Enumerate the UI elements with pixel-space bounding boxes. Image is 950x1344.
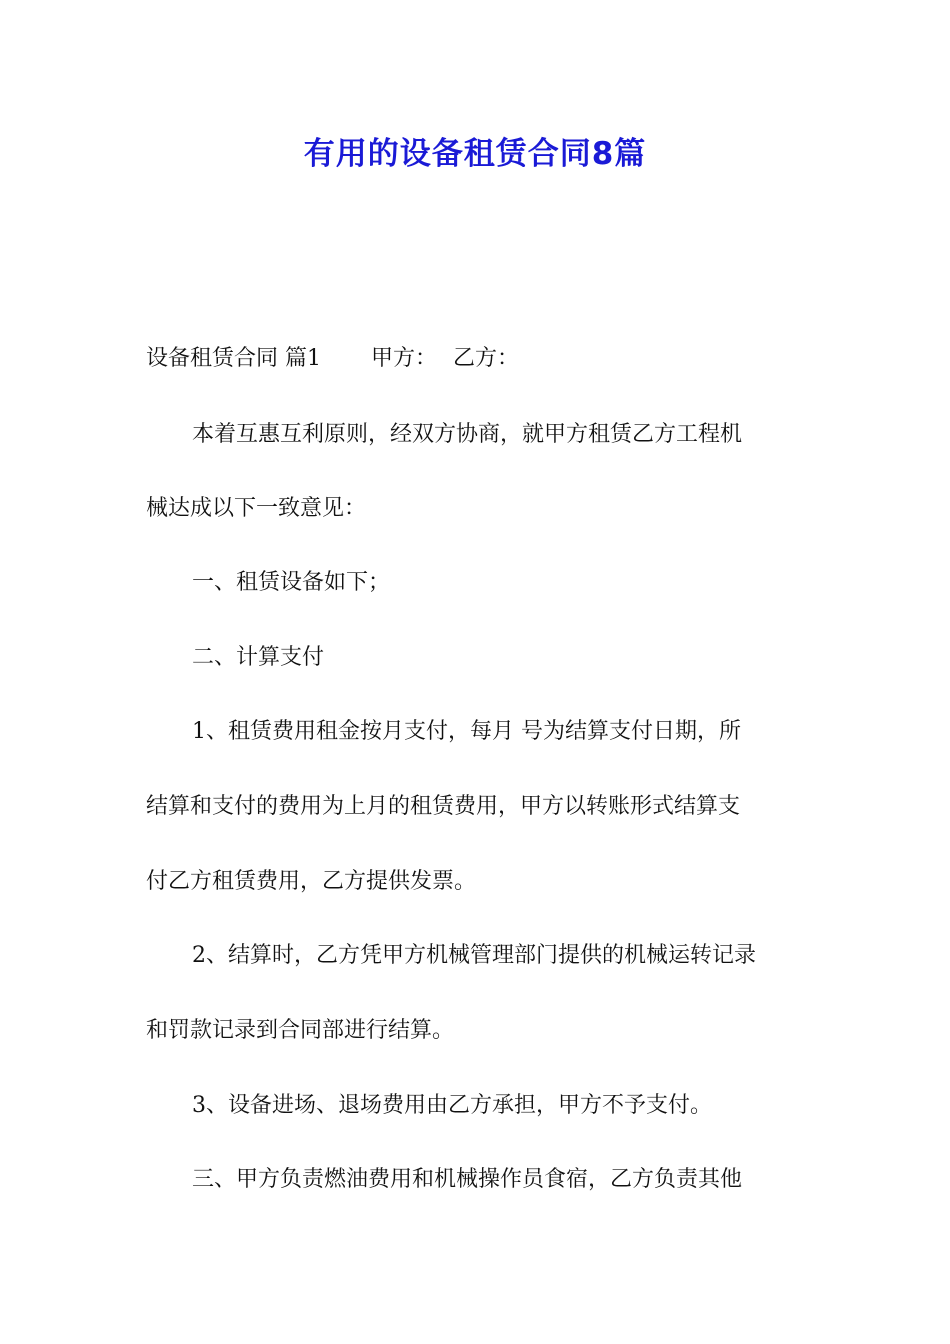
document-title: 有用的设备租赁合同8篇 [303,136,647,172]
party-a-label: 甲方： [371,346,438,371]
paragraph-line: 二、计算支付 [192,645,325,670]
paragraph-line: 本着互惠互利原则，经双方协商，就甲方租赁乙方工程机 [192,422,743,447]
contract-heading: 设备租赁合同 篇1 [146,346,321,371]
contract-header-line [146,344,810,374]
paragraph-line: 结算和支付的费用为上月的租赁费用，甲方以转账形式结算支 [146,794,741,819]
paragraph-line: 付乙方租赁费用，乙方提供发票。 [146,869,477,894]
paragraph-line: 1、租赁费用租金按月支付，每月 号为结算支付日期，所 [192,719,741,744]
paragraph-line: 3、设备进场、退场费用由乙方承担，甲方不予支付。 [192,1093,712,1118]
paragraph-line: 三、甲方负责燃油费用和机械操作员食宿，乙方负责其他 [192,1167,743,1192]
paragraph-line: 械达成以下一致意见： [146,496,367,521]
paragraph-line: 2、结算时，乙方凭甲方机械管理部门提供的机械运转记录 [192,943,756,968]
party-b-label: 乙方： [453,346,520,371]
paragraph-line: 和罚款记录到合同部进行结算。 [146,1018,455,1043]
paragraph-line: 一、租赁设备如下； [192,570,391,595]
